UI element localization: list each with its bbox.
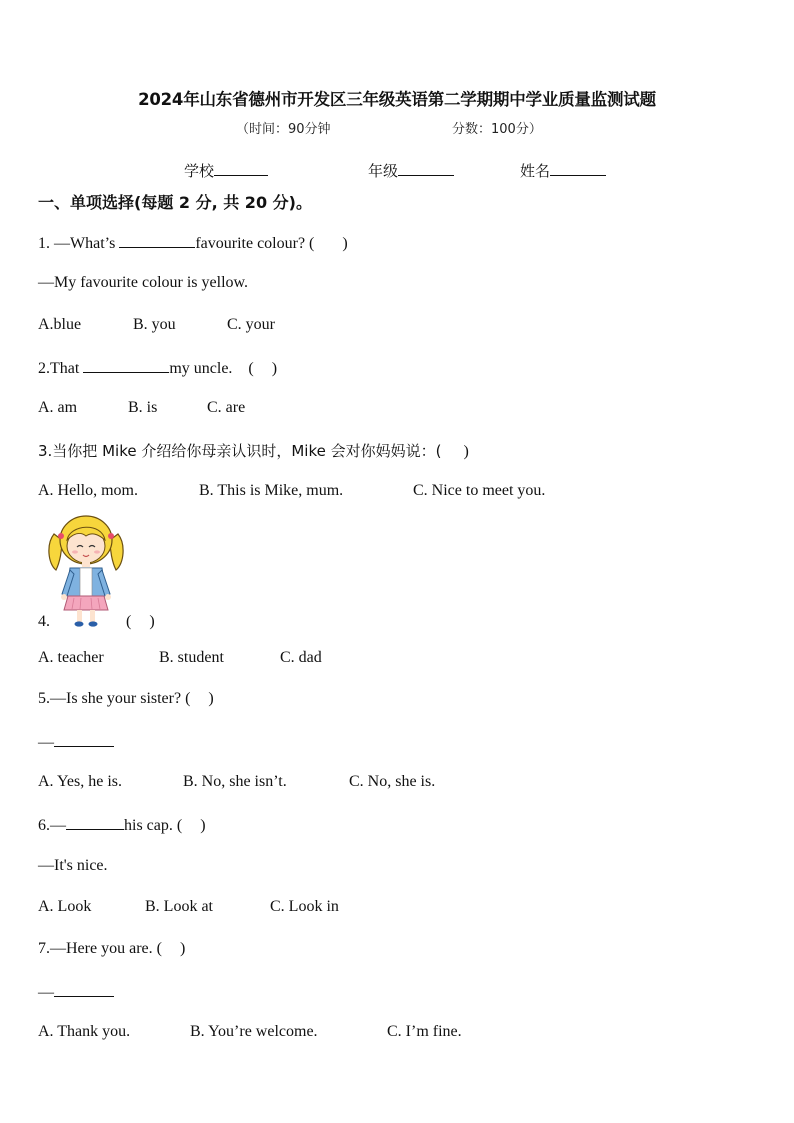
question-1: [38, 233, 348, 253]
question-4-number: 4.: [38, 613, 50, 630]
q7-option-b[interactable]: B. You’re welcome.: [190, 1023, 318, 1040]
q1-option-b[interactable]: B. you: [133, 316, 176, 333]
q5-answer-line: [38, 732, 114, 752]
q4-paren-open: (: [126, 613, 132, 630]
question-2: [38, 358, 277, 378]
q3-paren: ): [463, 443, 469, 460]
q6-option-b[interactable]: B. Look at: [145, 898, 213, 915]
q3-option-a[interactable]: A. Hello, mom.: [38, 482, 138, 499]
school-label: 学校: [184, 162, 215, 180]
q7-stem: 7.—Here you are. (: [38, 940, 162, 957]
q6-option-a[interactable]: A. Look: [38, 898, 92, 915]
exam-score: 分数：100分）: [452, 122, 542, 137]
grade-blank[interactable]: [398, 161, 454, 176]
q2-stem-a: 2.That: [38, 360, 80, 377]
q7-paren: ): [179, 940, 186, 957]
q1-blank[interactable]: [119, 233, 195, 248]
grade-field[interactable]: [368, 160, 454, 181]
page-title: 2024年山东省德州市开发区三年级英语第二学期期中学业质量监测试题: [138, 90, 656, 109]
question-4-paren: [126, 613, 155, 631]
q5-paren: ): [208, 690, 214, 707]
q1-stem-b: favourite colour? (: [195, 235, 315, 252]
girl-illustration: [48, 512, 124, 630]
q7-option-a[interactable]: A. Thank you.: [38, 1023, 131, 1040]
q5-option-b[interactable]: B. No, she isn’t.: [183, 773, 287, 790]
q6-answer-line: —It's nice.: [38, 857, 108, 874]
q5-stem: 5.—Is she your sister? (: [38, 690, 191, 707]
q5-option-a[interactable]: A. Yes, he is.: [38, 773, 123, 790]
q2-paren-close: ): [271, 360, 278, 377]
q3-stem: 3.当你把 Mike 介绍给你母亲认识时，Mike 会对你妈妈说：(: [38, 442, 442, 460]
question-3: [38, 440, 469, 461]
q7-blank[interactable]: [54, 982, 114, 997]
q1-option-c[interactable]: C. your: [227, 316, 275, 333]
school-blank[interactable]: [214, 161, 268, 176]
q1-answer-line: —My favourite colour is yellow.: [38, 274, 249, 291]
q2-option-b[interactable]: B. is: [128, 399, 158, 416]
q6-blank[interactable]: [66, 815, 124, 830]
q6-stem-b: his cap. (: [124, 817, 183, 834]
q7-answer-line: [38, 982, 114, 1002]
q2-option-c[interactable]: C. are: [207, 399, 246, 416]
q5-dash: —: [38, 734, 54, 751]
question-5: [38, 690, 214, 708]
exam-time: （时间：90分钟: [236, 122, 331, 137]
question-6: [38, 815, 206, 835]
q5-option-c[interactable]: C. No, she is.: [349, 773, 436, 790]
q4-paren-close: ): [149, 613, 155, 630]
q5-blank[interactable]: [54, 732, 114, 747]
q6-option-c[interactable]: C. Look in: [270, 898, 339, 915]
q1-stem-a: 1. —What’s: [38, 235, 116, 252]
school-field[interactable]: [184, 160, 268, 181]
section-heading: 一、单项选择(每题 2 分, 共 20 分)。: [38, 193, 312, 212]
q3-option-c[interactable]: C. Nice to meet you.: [413, 482, 546, 499]
q7-option-c[interactable]: C. I’m fine.: [387, 1023, 462, 1040]
q6-stem-a: 6.—: [38, 817, 66, 834]
q4-option-a[interactable]: A. teacher: [38, 649, 104, 666]
q2-paren-open: (: [248, 360, 254, 377]
q7-dash: —: [38, 984, 54, 1001]
q6-paren: ): [200, 817, 206, 834]
q2-stem-b: my uncle.: [169, 360, 233, 377]
q1-option-a[interactable]: A.blue: [38, 316, 82, 333]
name-blank[interactable]: [550, 161, 606, 176]
name-field[interactable]: [520, 160, 606, 181]
grade-label: 年级: [368, 162, 399, 180]
q2-blank[interactable]: [83, 358, 169, 373]
q1-paren: ): [342, 235, 348, 252]
q2-option-a[interactable]: A. am: [38, 399, 78, 416]
question-7: [38, 940, 185, 958]
name-label: 姓名: [520, 162, 551, 180]
q4-option-c[interactable]: C. dad: [280, 649, 322, 666]
q3-option-b[interactable]: B. This is Mike, mum.: [199, 482, 344, 499]
q4-option-b[interactable]: B. student: [159, 649, 224, 666]
